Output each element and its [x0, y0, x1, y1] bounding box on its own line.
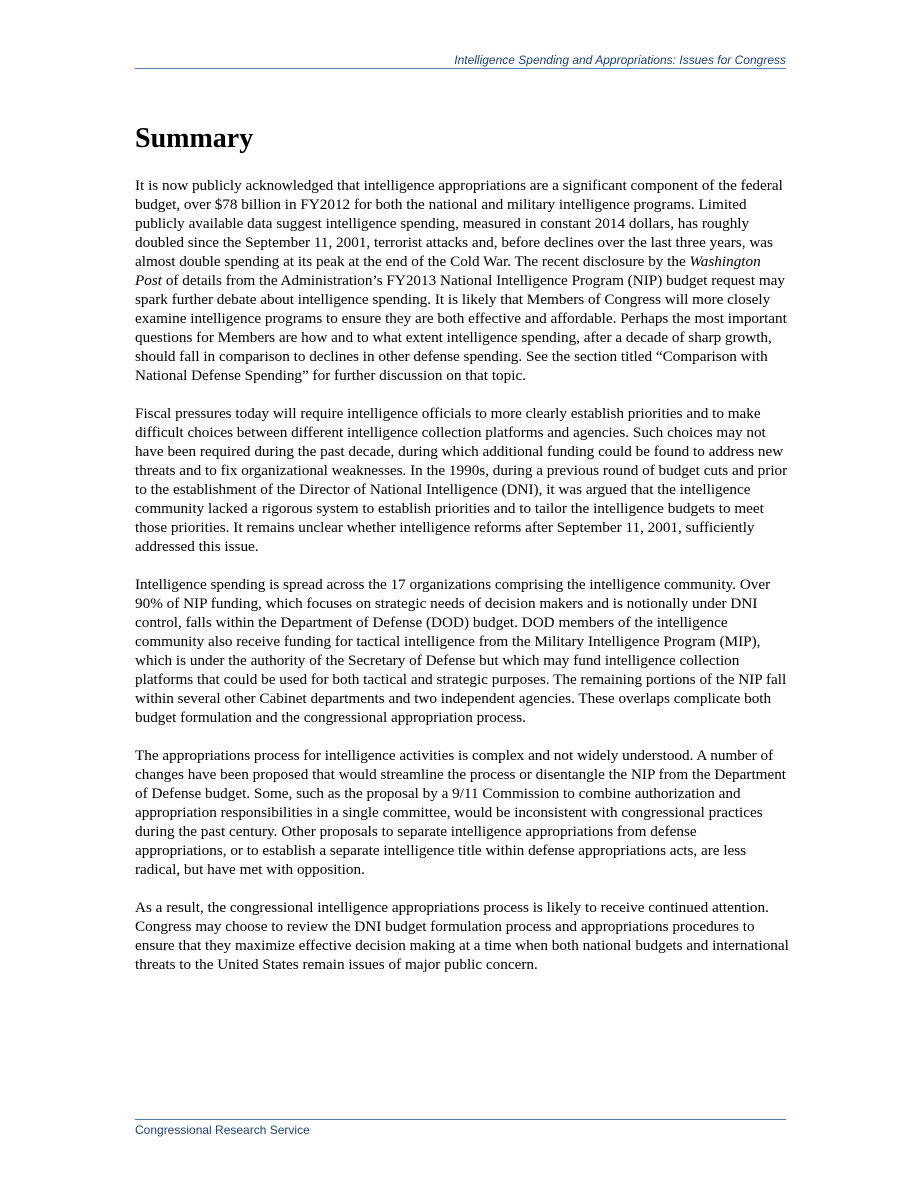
paragraph-2: Fiscal pressures today will require intelligence officials to more clearly establish priorities and to make difficult choices between different intelligence collection platforms and agencies. Such choices may not have been required during the past decade, during which additional funding could be found to address new threats and to fix organizational weaknesses. In the 1990s, during a previous round of budget cuts and prior to the establishment of the Director of National Intelligence (DNI), it was argued that the intelligence community lacked a rigorous system to establish priorities and to tailor the intelligence budgets to meet those priorities. It remains unclear whether intelligence reforms after September 11, 2001, sufficiently addressed this issue. [135, 405, 788, 555]
paragraph-3: Intelligence spending is spread across the 17 organizations comprising the intelligence community. Over 90% of NIP funding, which focuses on strategic needs of decision makers and is notionally under DNI control, falls within the Department of Defense (DOD) budget. DOD members of the intelligence community also receive funding for tactical intelligence from the Military Intelligence Program (MIP), which is under the authority of the Secretary of Defense but which may fund intelligence collection platforms that could be used for both tactical and strategic purposes. The remaining portions of the NIP fall within several other Cabinet departments and two independent agencies. These overlaps complicate both budget formulation and the congressional appropriation process. [135, 576, 787, 726]
paragraph-1-text-a: It is now publicly acknowledged that intelligence appropriations are a significant component of the federal budget, over $78 billion in FY2012 for both the national and military intelligence programs. Limited publicly available data suggest intelligence spending, measured in constant 2014 dollars, has roughly doubled since the September 11, 2001, terrorist attacks and, before declines over the last three years, was almost double spending at its peak at the end of the Cold War. The recent disclosure by the [135, 177, 783, 270]
running-footer: Congressional Research Service [135, 1123, 310, 1137]
paragraph-1-text-b: of details from the Administration’s FY2013 National Intelligence Program (NIP) budget request may spark further debate about intelligence spending. It is likely that Members of Congress will more closely examine intelligence programs to ensure they are both effective and affordable. Perhaps the most important questions for Members are how and to what extent intelligence spending, after a decade of sharp growth, should fall in comparison to declines in other defense spending. See the section titled “Comparison with National Defense Spending” for further discussion on that topic. [135, 272, 787, 384]
paragraph-5: As a result, the congressional intelligence appropriations process is likely to receive continued attention. Congress may choose to review the DNI budget formulation process and appropriations procedures to ensure that they maximize effective decision making at a time when both national budgets and international threats to the United States remain issues of major public concern. [135, 899, 789, 973]
page-title: Summary [135, 123, 254, 154]
paragraph-4: The appropriations process for intelligence activities is complex and not widely understood. A number of changes have been proposed that would streamline the process or disentangle the NIP from the Department of Defense budget. Some, such as the proposal by a 9/11 Commission to combine authorization and appropriation responsibilities in a single committee, would be inconsistent with congressional practices during the past century. Other proposals to separate intelligence appropriations from defense appropriations, or to establish a separate intelligence title within defense appropriations acts, are less radical, but have met with opposition. [135, 747, 787, 878]
footer-rule [135, 1119, 786, 1120]
paragraph-1 [135, 176, 789, 385]
publication-name: Washington Post [135, 253, 761, 289]
header-rule [135, 68, 786, 69]
running-header: Intelligence Spending and Appropriations: Issues for Congress [454, 53, 786, 67]
summary-body [135, 176, 789, 993]
